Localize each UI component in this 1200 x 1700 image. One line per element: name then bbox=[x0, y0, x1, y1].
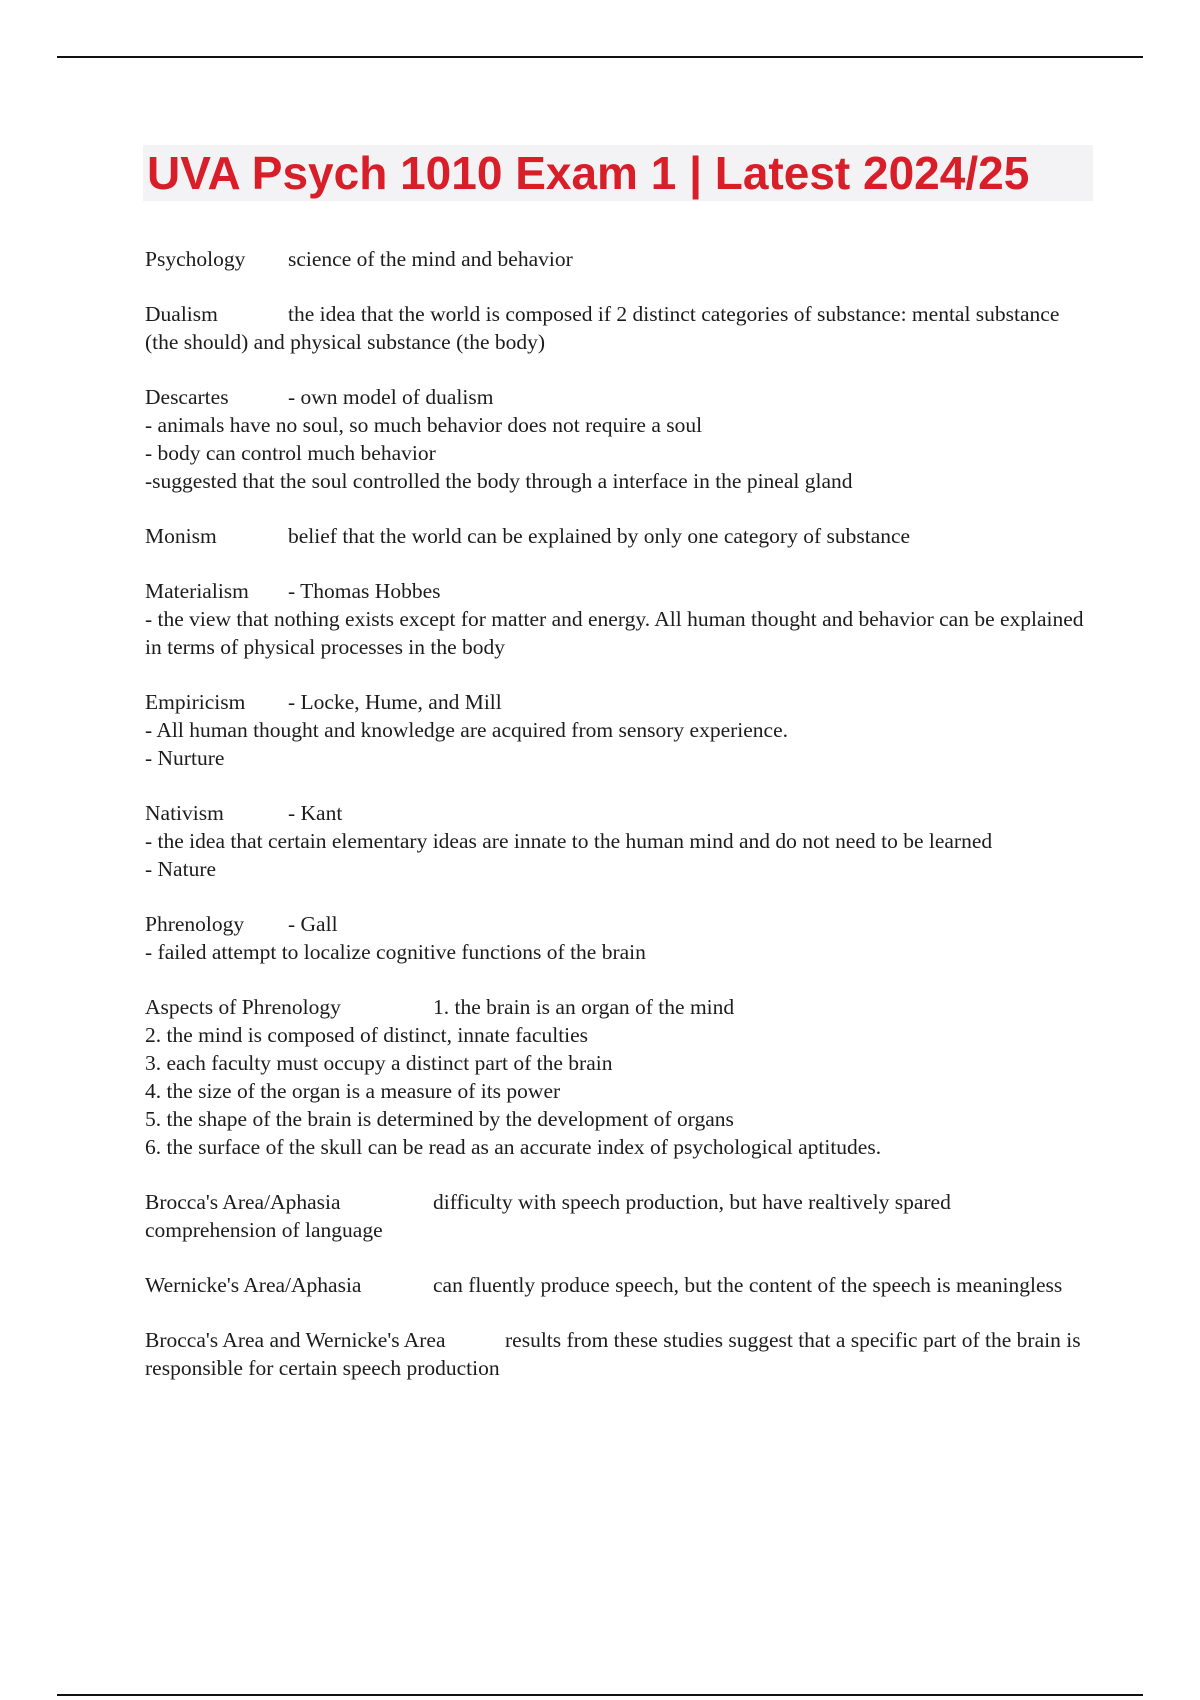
flashcard-entry bbox=[145, 1188, 1085, 1244]
flashcard-entry bbox=[145, 1271, 1085, 1299]
flashcard-definition: can fluently produce speech, but the content of the speech is meaningless bbox=[433, 1273, 1063, 1297]
flashcard-term: Wernicke's Area/Aphasia bbox=[145, 1273, 362, 1297]
flashcard-definition: belief that the world can be explained by only one category of substance bbox=[288, 524, 911, 548]
flashcard-definition-line: - body can control much behavior bbox=[145, 441, 436, 465]
flashcard-term: Phrenology bbox=[145, 912, 245, 936]
flashcard-entry bbox=[145, 1326, 1085, 1382]
flashcard-term: Psychology bbox=[145, 247, 246, 271]
flashcard-definition-line: 3. each faculty must occupy a distinct part of the brain bbox=[145, 1051, 613, 1075]
flashcard-list bbox=[145, 245, 1085, 1409]
flashcard-entry bbox=[145, 522, 1085, 550]
flashcard-entry bbox=[145, 993, 1085, 1161]
flashcard-entry bbox=[145, 300, 1085, 356]
flashcard-term: Materialism bbox=[145, 579, 249, 603]
flashcard-term: Empiricism bbox=[145, 690, 246, 714]
flashcard-definition-line: -suggested that the soul controlled the body through a interface in the pineal gland bbox=[145, 469, 853, 493]
flashcard-definition: difficulty with speech production, but have realtively spared comprehension of language bbox=[145, 1190, 951, 1242]
flashcard-definition-line: 6. the surface of the skull can be read as an accurate index of psychological aptitudes. bbox=[145, 1135, 882, 1159]
flashcard-term: Dualism bbox=[145, 302, 218, 326]
flashcard-definition: the idea that the world is composed if 2 distinct categories of substance: mental substance (the should) and physical substance (the body) bbox=[145, 302, 1060, 354]
flashcard-entry bbox=[145, 383, 1085, 495]
flashcard-definition: - Kant bbox=[288, 801, 343, 825]
flashcard-definition-line: - failed attempt to localize cognitive functions of the brain bbox=[145, 940, 646, 964]
flashcard-term: Aspects of Phrenology bbox=[145, 995, 341, 1019]
flashcard-definition-line: - Nurture bbox=[145, 746, 225, 770]
flashcard-definition: science of the mind and behavior bbox=[288, 247, 573, 271]
page-title: UVA Psych 1010 Exam 1 | Latest 2024/25 bbox=[147, 147, 1030, 199]
flashcard-term: Monism bbox=[145, 524, 217, 548]
flashcard-term: Brocca's Area/Aphasia bbox=[145, 1190, 341, 1214]
flashcard-entry bbox=[145, 577, 1085, 661]
flashcard-definition-line: - All human thought and knowledge are acquired from sensory experience. bbox=[145, 718, 788, 742]
flashcard-term: Descartes bbox=[145, 385, 229, 409]
flashcard-definition-line: - Nature bbox=[145, 857, 217, 881]
flashcard-definition-line: 2. the mind is composed of distinct, innate faculties bbox=[145, 1023, 589, 1047]
flashcard-definition-line: - animals have no soul, so much behavior does not require a soul bbox=[145, 413, 703, 437]
flashcard-definition-line: - the idea that certain elementary ideas are innate to the human mind and do not need to be learned bbox=[145, 829, 993, 853]
flashcard-term: Brocca's Area and Wernicke's Area bbox=[145, 1328, 446, 1352]
flashcard-entry bbox=[145, 245, 1085, 273]
flashcard-definition: - Thomas Hobbes bbox=[288, 579, 441, 603]
flashcard-definition-line: 5. the shape of the brain is determined by the development of organs bbox=[145, 1107, 734, 1131]
flashcard-definition: - Gall bbox=[288, 912, 338, 936]
flashcard-definition: - own model of dualism bbox=[288, 385, 494, 409]
flashcard-entry bbox=[145, 688, 1085, 772]
flashcard-term: Nativism bbox=[145, 801, 224, 825]
flashcard-definition-line: - the view that nothing exists except for matter and energy. All human thought and behavior can be explained in terms of physical processes in the body bbox=[145, 607, 1084, 659]
bottom-rule bbox=[57, 1694, 1143, 1696]
flashcard-definition: 1. the brain is an organ of the mind bbox=[433, 995, 735, 1019]
flashcard-entry bbox=[145, 910, 1085, 966]
flashcard-definition: - Locke, Hume, and Mill bbox=[288, 690, 502, 714]
flashcard-entry bbox=[145, 799, 1085, 883]
top-rule bbox=[57, 56, 1143, 58]
flashcard-definition-line: 4. the size of the organ is a measure of its power bbox=[145, 1079, 561, 1103]
flashcard-definition: results from these studies suggest that a specific part of the brain is responsible for certain speech production bbox=[145, 1328, 1081, 1380]
